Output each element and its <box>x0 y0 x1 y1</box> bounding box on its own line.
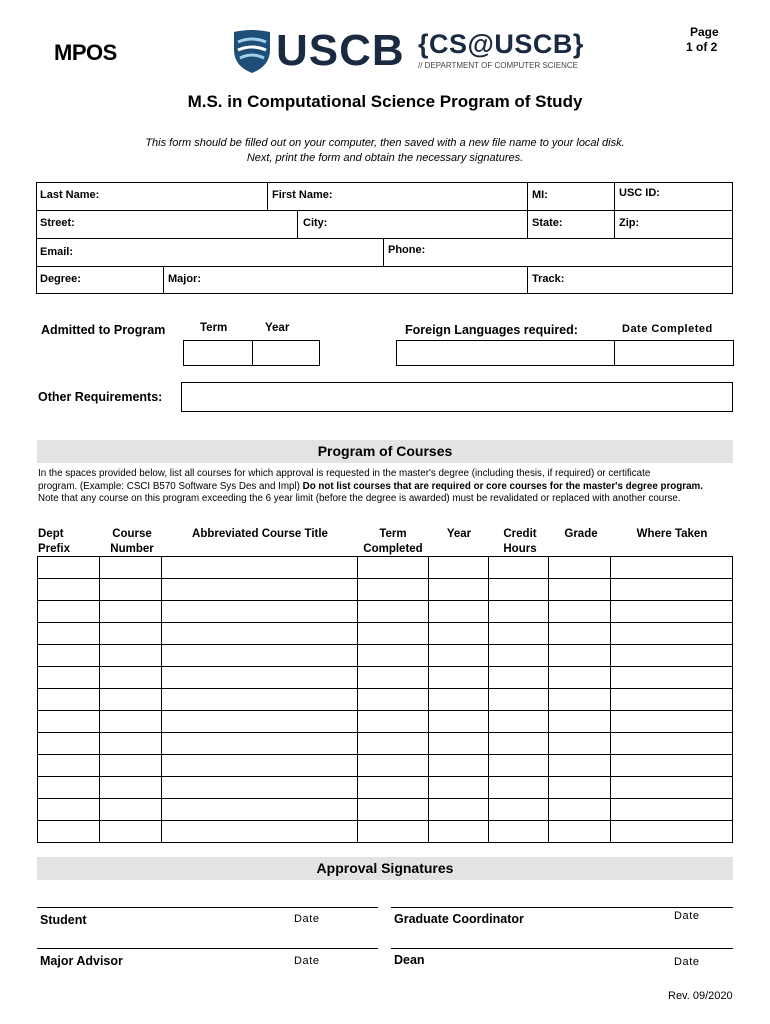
course-cell[interactable] <box>429 821 489 843</box>
course-cell[interactable] <box>429 601 489 623</box>
course-cell[interactable] <box>357 579 429 601</box>
col-course-line1: Course <box>112 528 152 540</box>
course-cell[interactable] <box>357 557 429 579</box>
email-field[interactable] <box>37 239 383 266</box>
course-cell[interactable] <box>611 821 733 843</box>
phone-label: Phone: <box>388 244 426 256</box>
course-cell[interactable] <box>357 689 429 711</box>
dean-signature-line[interactable] <box>391 948 733 949</box>
other-requirements-label: Other Requirements: <box>38 390 163 404</box>
course-cell[interactable] <box>489 623 549 645</box>
cs-logo-text: {CS@USCB} <box>418 29 584 59</box>
course-cell[interactable] <box>161 689 357 711</box>
cs-logo <box>418 28 598 76</box>
course-cell[interactable] <box>357 601 429 623</box>
col-course-line2: Number <box>110 543 154 555</box>
course-cell[interactable] <box>429 557 489 579</box>
dept-logo-text: // DEPARTMENT OF COMPUTER SCIENCE <box>418 61 579 70</box>
course-cell[interactable] <box>161 733 357 755</box>
course-cell[interactable] <box>489 601 549 623</box>
course-cell[interactable] <box>357 667 429 689</box>
course-cell[interactable] <box>161 799 357 821</box>
course-cell[interactable] <box>357 623 429 645</box>
course-cell[interactable] <box>357 733 429 755</box>
course-cell[interactable] <box>357 711 429 733</box>
course-row <box>38 777 733 799</box>
course-cell[interactable] <box>161 777 357 799</box>
student-signature-line[interactable] <box>37 907 378 908</box>
course-cell[interactable] <box>429 777 489 799</box>
course-cell[interactable] <box>611 733 733 755</box>
course-cell[interactable] <box>611 601 733 623</box>
course-row <box>38 711 733 733</box>
course-cell[interactable] <box>38 799 100 821</box>
course-cell[interactable] <box>549 711 611 733</box>
col-dept-prefix <box>38 527 70 557</box>
admitted-term-input[interactable] <box>183 340 253 366</box>
course-cell[interactable] <box>99 733 161 755</box>
street-field[interactable] <box>37 211 297 238</box>
graduate-coordinator-date-label: Date <box>674 910 700 922</box>
admitted-year-input[interactable] <box>252 340 320 366</box>
course-cell[interactable] <box>611 623 733 645</box>
col-year: Year <box>446 528 472 540</box>
course-cell[interactable] <box>611 645 733 667</box>
foreign-languages-label: Foreign Languages required: <box>405 323 578 337</box>
course-cell[interactable] <box>429 733 489 755</box>
course-cell[interactable] <box>161 623 357 645</box>
course-cell[interactable] <box>549 799 611 821</box>
first-name-label: First Name: <box>272 189 333 201</box>
course-row <box>38 645 733 667</box>
course-cell[interactable] <box>611 579 733 601</box>
approval-signatures-header: Approval Signatures <box>37 857 733 880</box>
col-term-line1: Term <box>379 528 407 540</box>
course-cell[interactable] <box>489 579 549 601</box>
foreign-languages-input[interactable] <box>396 340 615 366</box>
date-completed-label: Date Completed <box>622 323 713 335</box>
course-cell[interactable] <box>38 777 100 799</box>
major-field[interactable] <box>164 267 527 294</box>
student-label: Student <box>40 913 87 927</box>
course-cell[interactable] <box>611 777 733 799</box>
courses-note-1: In the spaces provided below, list all courses for which approval is requested in the master's degree (including thesis, if required) or certificate <box>38 468 651 479</box>
course-cell[interactable] <box>38 711 100 733</box>
term-label: Term <box>200 322 228 334</box>
page-label: Page <box>690 25 719 39</box>
course-cell[interactable] <box>38 689 100 711</box>
form-code: MPOS <box>54 40 117 65</box>
course-row <box>38 821 733 843</box>
courses-note-2 <box>38 481 703 492</box>
course-cell[interactable] <box>357 645 429 667</box>
col-term-line2: Completed <box>363 543 423 555</box>
courses-note-2b: Do not list courses that are required or core courses for the master's degree program. <box>302 481 703 492</box>
course-cell[interactable] <box>99 601 161 623</box>
course-cell[interactable] <box>549 557 611 579</box>
col-credit-hours <box>490 527 550 557</box>
uscb-shield-icon <box>230 28 274 74</box>
major-advisor-signature-line[interactable] <box>37 948 378 949</box>
course-cell[interactable] <box>611 799 733 821</box>
course-cell[interactable] <box>489 689 549 711</box>
col-dept-line2: Prefix <box>38 543 70 555</box>
course-cell[interactable] <box>357 777 429 799</box>
program-of-courses-header: Program of Courses <box>37 440 733 463</box>
course-cell[interactable] <box>99 645 161 667</box>
course-cell[interactable] <box>429 755 489 777</box>
year-label: Year <box>265 322 290 334</box>
course-cell[interactable] <box>38 667 100 689</box>
course-cell[interactable] <box>549 601 611 623</box>
student-date-label: Date <box>294 913 320 925</box>
mi-label: MI: <box>532 189 548 201</box>
course-cell[interactable] <box>549 689 611 711</box>
course-row <box>38 601 733 623</box>
course-row <box>38 755 733 777</box>
course-cell[interactable] <box>429 645 489 667</box>
course-cell[interactable] <box>38 623 100 645</box>
track-label: Track: <box>532 273 565 285</box>
course-cell[interactable] <box>611 711 733 733</box>
page-title: M.S. in Computational Science Program of Study <box>187 92 583 111</box>
col-term-completed <box>358 527 428 557</box>
degree-label: Degree: <box>40 273 81 285</box>
zip-label: Zip: <box>619 217 640 229</box>
course-cell[interactable] <box>99 557 161 579</box>
admitted-label: Admitted to Program <box>41 323 166 337</box>
major-label: Major: <box>168 273 201 285</box>
courses-table <box>37 556 733 843</box>
phone-field[interactable] <box>384 239 732 266</box>
courses-note-2a: program. (Example: CSCI B570 Software Sys Des and Impl) <box>38 481 300 492</box>
course-cell[interactable] <box>99 667 161 689</box>
date-completed-input[interactable] <box>614 340 734 366</box>
course-cell[interactable] <box>429 799 489 821</box>
col-course-title: Abbreviated Course Title <box>192 528 328 540</box>
course-cell[interactable] <box>429 579 489 601</box>
course-cell[interactable] <box>38 733 100 755</box>
major-advisor-date-label: Date <box>294 955 320 967</box>
page-count: 1 of 2 <box>686 40 718 54</box>
course-cell[interactable] <box>161 755 357 777</box>
course-cell[interactable] <box>611 557 733 579</box>
courses-note-3: Note that any course on this program exceeding the 6 year limit (before the degree is awarded) must be revalidated or replaced with another course. <box>38 493 681 504</box>
course-cell[interactable] <box>161 667 357 689</box>
course-cell[interactable] <box>161 821 357 843</box>
course-cell[interactable] <box>549 579 611 601</box>
graduate-coordinator-label: Graduate Coordinator <box>394 912 524 926</box>
course-cell[interactable] <box>99 711 161 733</box>
revision-label: Rev. 09/2020 <box>668 990 733 1002</box>
course-cell[interactable] <box>38 579 100 601</box>
instructions-line-2: Next, print the form and obtain the necessary signatures. <box>246 152 524 164</box>
course-cell[interactable] <box>549 623 611 645</box>
course-row <box>38 667 733 689</box>
graduate-coordinator-signature-line[interactable] <box>391 907 733 908</box>
course-cell[interactable] <box>161 711 357 733</box>
course-cell[interactable] <box>99 689 161 711</box>
course-cell[interactable] <box>429 623 489 645</box>
course-cell[interactable] <box>357 755 429 777</box>
course-cell[interactable] <box>38 645 100 667</box>
course-cell[interactable] <box>611 755 733 777</box>
other-requirements-input[interactable] <box>181 382 733 412</box>
course-row <box>38 623 733 645</box>
course-cell[interactable] <box>429 667 489 689</box>
course-cell[interactable] <box>489 799 549 821</box>
course-cell[interactable] <box>611 689 733 711</box>
course-row <box>38 557 733 579</box>
course-cell[interactable] <box>99 755 161 777</box>
uscb-logo-text: USCB <box>276 26 405 75</box>
course-cell[interactable] <box>549 777 611 799</box>
course-cell[interactable] <box>489 777 549 799</box>
dean-date-label: Date <box>674 956 700 968</box>
course-cell[interactable] <box>489 711 549 733</box>
course-cell[interactable] <box>549 755 611 777</box>
uscb-logo <box>230 26 405 76</box>
course-cell[interactable] <box>99 579 161 601</box>
course-cell[interactable] <box>489 667 549 689</box>
course-cell[interactable] <box>99 821 161 843</box>
course-cell[interactable] <box>549 667 611 689</box>
instructions-line-1: This form should be filled out on your computer, then saved with a new file name to your local disk. <box>145 137 625 149</box>
col-dept-line1: Dept <box>38 528 64 540</box>
col-credit-line1: Credit <box>503 528 537 540</box>
course-cell[interactable] <box>549 821 611 843</box>
course-cell[interactable] <box>549 645 611 667</box>
course-cell[interactable] <box>489 557 549 579</box>
city-field[interactable] <box>298 211 527 238</box>
col-where-taken: Where Taken <box>636 528 708 540</box>
dean-label: Dean <box>394 953 425 967</box>
course-cell[interactable] <box>38 821 100 843</box>
city-label: City: <box>303 217 328 229</box>
course-cell[interactable] <box>489 645 549 667</box>
col-grade: Grade <box>564 528 598 540</box>
course-cell[interactable] <box>99 623 161 645</box>
course-cell[interactable] <box>161 579 357 601</box>
course-cell[interactable] <box>429 711 489 733</box>
course-cell[interactable] <box>99 777 161 799</box>
course-row <box>38 579 733 601</box>
course-cell[interactable] <box>161 645 357 667</box>
course-cell[interactable] <box>489 733 549 755</box>
course-row <box>38 689 733 711</box>
course-cell[interactable] <box>489 821 549 843</box>
course-cell[interactable] <box>357 821 429 843</box>
course-cell[interactable] <box>611 667 733 689</box>
course-cell[interactable] <box>99 799 161 821</box>
course-row <box>38 799 733 821</box>
state-label: State: <box>532 217 563 229</box>
street-label: Street: <box>40 217 75 229</box>
course-cell[interactable] <box>38 601 100 623</box>
course-row <box>38 733 733 755</box>
email-label: Email: <box>40 246 74 258</box>
course-cell[interactable] <box>38 557 100 579</box>
course-cell[interactable] <box>161 557 357 579</box>
course-cell[interactable] <box>161 601 357 623</box>
last-name-label: Last Name: <box>40 189 100 201</box>
course-cell[interactable] <box>38 755 100 777</box>
usc-id-label: USC ID: <box>619 187 660 199</box>
col-credit-line2: Hours <box>503 543 537 555</box>
course-cell[interactable] <box>489 755 549 777</box>
course-cell[interactable] <box>429 689 489 711</box>
col-course-number <box>104 527 160 557</box>
course-cell[interactable] <box>357 799 429 821</box>
course-cell[interactable] <box>549 733 611 755</box>
major-advisor-label: Major Advisor <box>40 954 123 968</box>
